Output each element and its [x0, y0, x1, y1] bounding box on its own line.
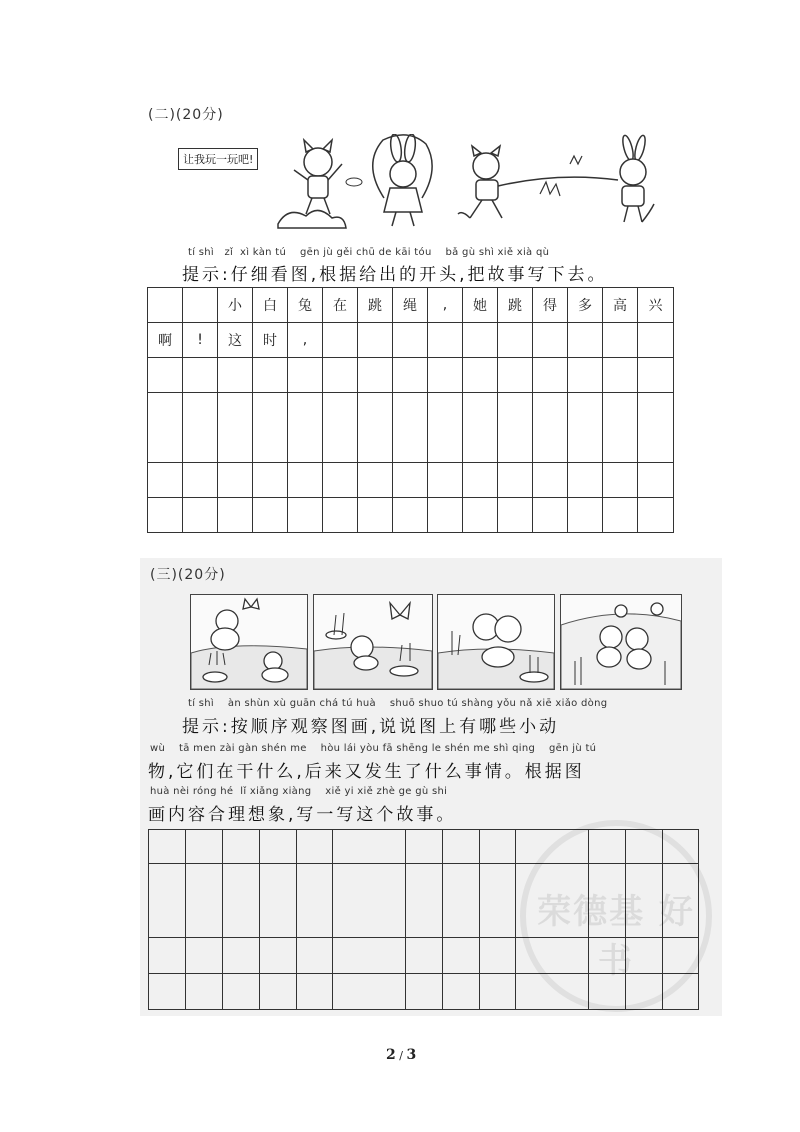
grid-cell[interactable]: 兴 — [638, 288, 674, 323]
grid-row — [149, 830, 699, 864]
grid-cell[interactable] — [443, 830, 480, 864]
grid-cell[interactable]: 这 — [218, 323, 253, 358]
grid-cell[interactable] — [406, 938, 443, 974]
grid-cell[interactable] — [428, 358, 463, 393]
grid-row — [149, 974, 699, 1010]
grid-cell[interactable] — [533, 393, 568, 463]
page-separator: / — [395, 1049, 407, 1062]
grid-cell[interactable] — [663, 974, 699, 1010]
grid-cell[interactable] — [149, 830, 186, 864]
grid-cell[interactable] — [406, 864, 443, 938]
grid-cell[interactable] — [218, 498, 253, 533]
section2-hint-text: 提示:仔细看图,根据给出的开头,把故事写下去。 — [182, 265, 608, 285]
chick-and-butterfly-icon — [191, 595, 307, 689]
grid-cell[interactable] — [323, 463, 358, 498]
grid-cell[interactable]: 时 — [253, 323, 288, 358]
grid-cell[interactable] — [297, 830, 333, 864]
grid-cell[interactable] — [186, 938, 223, 974]
grid-cell[interactable] — [498, 393, 533, 463]
section3-hint-text-3: 画内容合理想象,写一写这个故事。 — [148, 805, 457, 825]
grid-cell[interactable] — [568, 393, 603, 463]
grid-cell[interactable] — [148, 358, 183, 393]
grid-cell[interactable] — [603, 463, 638, 498]
grid-cell[interactable] — [626, 830, 663, 864]
grid-cell[interactable]: 高 — [603, 288, 638, 323]
grid-cell[interactable] — [568, 358, 603, 393]
grid-cell[interactable] — [297, 864, 333, 938]
grid-cell[interactable] — [358, 323, 393, 358]
section3-hint-pinyin-3: huà nèi róng hé lǐ xiǎng xiàng xiě yi xiě zhè ge gù shi — [150, 786, 448, 797]
grid-cell[interactable] — [480, 864, 516, 938]
grid-cell[interactable] — [253, 393, 288, 463]
two-chicks-icon — [438, 595, 554, 689]
grid-row — [149, 864, 699, 938]
grid-cell[interactable]: ! — [183, 323, 218, 358]
grid-cell[interactable] — [663, 830, 699, 864]
section3-hint-pinyin-2: wù tā men zài gàn shén me hòu lái yòu fā shēng le shén me shì qing gēn jù tú — [150, 743, 597, 754]
grid-cell[interactable] — [253, 498, 288, 533]
grid-row — [148, 358, 674, 393]
grid-cell[interactable] — [323, 498, 358, 533]
grid-cell[interactable] — [638, 498, 674, 533]
grid-cell[interactable] — [253, 463, 288, 498]
chicks-on-grass-icon — [561, 595, 681, 689]
grid-cell[interactable] — [498, 358, 533, 393]
grid-cell[interactable] — [358, 393, 393, 463]
total-pages: 3 — [406, 1047, 417, 1063]
grid-cell[interactable] — [638, 393, 674, 463]
grid-cell[interactable] — [148, 498, 183, 533]
grid-cell[interactable] — [498, 323, 533, 358]
grid-cell[interactable]: 多 — [568, 288, 603, 323]
grid-cell[interactable] — [663, 938, 699, 974]
grid-cell[interactable] — [186, 830, 223, 864]
grid-cell[interactable] — [288, 463, 323, 498]
grid-row — [148, 288, 674, 323]
grid-cell[interactable] — [463, 323, 498, 358]
grid-cell[interactable] — [533, 498, 568, 533]
grid-cell[interactable] — [603, 498, 638, 533]
grid-cell[interactable] — [393, 498, 428, 533]
grid-cell[interactable] — [186, 974, 223, 1010]
grid-cell[interactable] — [393, 463, 428, 498]
grid-cell[interactable] — [218, 358, 253, 393]
grid-cell[interactable] — [260, 830, 297, 864]
page-number — [386, 1047, 416, 1063]
grid-cell[interactable]: 兔 — [288, 288, 323, 323]
grid-cell[interactable] — [406, 830, 443, 864]
grid-cell[interactable] — [323, 358, 358, 393]
grid-cell[interactable] — [463, 498, 498, 533]
grid-cell[interactable] — [183, 498, 218, 533]
grid-cell[interactable] — [589, 864, 626, 938]
grid-cell[interactable] — [603, 323, 638, 358]
grid-cell[interactable] — [288, 393, 323, 463]
grid-cell[interactable] — [218, 393, 253, 463]
grid-cell[interactable] — [297, 938, 333, 974]
grid-cell[interactable] — [568, 498, 603, 533]
grid-cell[interactable] — [626, 974, 663, 1010]
grid-cell[interactable] — [333, 938, 406, 974]
grid-cell[interactable] — [148, 393, 183, 463]
grid-cell[interactable] — [533, 463, 568, 498]
grid-cell[interactable] — [183, 463, 218, 498]
grid-cell[interactable] — [323, 393, 358, 463]
section2-hint-pinyin: tí shì zǐ xì kàn tú gēn jù gěi chū de kāi tóu bǎ gù shì xiě xià qù — [188, 247, 550, 258]
chick-in-water-icon — [314, 595, 432, 689]
grid-cell[interactable] — [260, 864, 297, 938]
grid-cell[interactable] — [223, 974, 260, 1010]
grid-row — [148, 498, 674, 533]
grid-cell[interactable] — [186, 864, 223, 938]
story-panel-3 — [437, 594, 555, 690]
section3-writing-grid — [148, 829, 699, 1010]
grid-cell[interactable] — [626, 864, 663, 938]
grid-cell[interactable]: 跳 — [498, 288, 533, 323]
grid-cell[interactable] — [428, 393, 463, 463]
grid-cell[interactable] — [223, 830, 260, 864]
grid-cell[interactable] — [333, 974, 406, 1010]
grid-cell[interactable] — [603, 393, 638, 463]
grid-cell[interactable] — [589, 938, 626, 974]
grid-cell[interactable] — [183, 393, 218, 463]
grid-cell[interactable] — [358, 498, 393, 533]
grid-cell[interactable] — [183, 358, 218, 393]
grid-cell[interactable] — [663, 864, 699, 938]
grid-cell[interactable] — [406, 974, 443, 1010]
grid-row — [148, 323, 674, 358]
grid-cell[interactable] — [223, 864, 260, 938]
grid-cell[interactable] — [516, 974, 589, 1010]
grid-cell[interactable] — [589, 974, 626, 1010]
grid-cell[interactable] — [393, 323, 428, 358]
section3-title: (三)(20分) — [150, 567, 226, 583]
speech-bubble: 让我玩一玩吧! — [178, 148, 258, 170]
grid-row — [149, 938, 699, 974]
grid-cell[interactable] — [428, 463, 463, 498]
grid-cell[interactable]: , — [428, 288, 463, 323]
grid-cell[interactable] — [149, 974, 186, 1010]
grid-cell[interactable] — [223, 938, 260, 974]
grid-cell[interactable] — [480, 938, 516, 974]
grid-cell[interactable]: 绳 — [393, 288, 428, 323]
grid-row — [148, 393, 674, 463]
grid-cell[interactable]: 在 — [323, 288, 358, 323]
grid-cell[interactable] — [589, 830, 626, 864]
section2-illustration — [178, 134, 658, 236]
grid-cell[interactable] — [480, 830, 516, 864]
grid-cell[interactable] — [603, 358, 638, 393]
grid-cell[interactable] — [288, 358, 323, 393]
grid-cell[interactable]: 得 — [533, 288, 568, 323]
grid-cell[interactable] — [148, 463, 183, 498]
section2-title: (二)(20分) — [148, 107, 224, 123]
grid-cell[interactable]: , — [288, 323, 323, 358]
grid-cell[interactable]: 啊 — [148, 323, 183, 358]
grid-cell[interactable] — [260, 974, 297, 1010]
grid-cell[interactable] — [498, 498, 533, 533]
grid-cell[interactable] — [443, 938, 480, 974]
grid-cell[interactable] — [323, 323, 358, 358]
grid-cell[interactable] — [498, 463, 533, 498]
grid-cell[interactable] — [333, 830, 406, 864]
grid-row — [148, 463, 674, 498]
grid-cell[interactable] — [516, 938, 589, 974]
grid-cell[interactable] — [516, 830, 589, 864]
grid-cell[interactable] — [183, 288, 218, 323]
grid-cell[interactable] — [480, 974, 516, 1010]
grid-cell[interactable] — [443, 974, 480, 1010]
grid-cell[interactable] — [333, 864, 406, 938]
grid-cell[interactable] — [463, 463, 498, 498]
grid-cell[interactable]: 跳 — [358, 288, 393, 323]
current-page: 2 — [386, 1047, 396, 1063]
grid-cell[interactable] — [463, 393, 498, 463]
grid-cell[interactable]: 小 — [218, 288, 253, 323]
grid-cell[interactable] — [393, 358, 428, 393]
section3-hint-pinyin-1: tí shì àn shùn xù guān chá tú huà shuō shuo tú shàng yǒu nǎ xiē xiǎo dòng — [188, 698, 608, 709]
grid-cell[interactable] — [428, 498, 463, 533]
grid-cell[interactable] — [297, 974, 333, 1010]
grid-cell[interactable]: 白 — [253, 288, 288, 323]
grid-cell[interactable] — [638, 323, 674, 358]
story-panel-1 — [190, 594, 308, 690]
grid-cell[interactable] — [148, 288, 183, 323]
grid-cell[interactable] — [443, 864, 480, 938]
grid-cell[interactable] — [568, 323, 603, 358]
section3-hint-text-1: 提示:按顺序观察图画,说说图上有哪些小动 — [182, 717, 560, 737]
grid-cell[interactable] — [393, 393, 428, 463]
grid-cell[interactable] — [218, 463, 253, 498]
grid-cell[interactable] — [533, 358, 568, 393]
grid-cell[interactable] — [533, 323, 568, 358]
grid-cell[interactable] — [149, 864, 186, 938]
grid-cell[interactable] — [638, 463, 674, 498]
grid-cell[interactable] — [463, 358, 498, 393]
section2-writing-grid — [147, 287, 674, 533]
grid-cell[interactable] — [638, 358, 674, 393]
grid-cell[interactable] — [358, 463, 393, 498]
grid-cell[interactable] — [428, 323, 463, 358]
grid-cell[interactable]: 她 — [463, 288, 498, 323]
story-panel-4 — [560, 594, 682, 690]
section3-hint-text-2: 物,它们在干什么,后来又发生了什么事情。根据图 — [148, 762, 585, 782]
grid-cell[interactable] — [253, 358, 288, 393]
grid-cell[interactable] — [149, 938, 186, 974]
grid-cell[interactable] — [260, 938, 297, 974]
grid-cell[interactable] — [358, 358, 393, 393]
grid-cell[interactable] — [626, 938, 663, 974]
grid-cell[interactable] — [288, 498, 323, 533]
grid-cell[interactable] — [568, 463, 603, 498]
grid-cell[interactable] — [516, 864, 589, 938]
story-panel-2 — [313, 594, 433, 690]
